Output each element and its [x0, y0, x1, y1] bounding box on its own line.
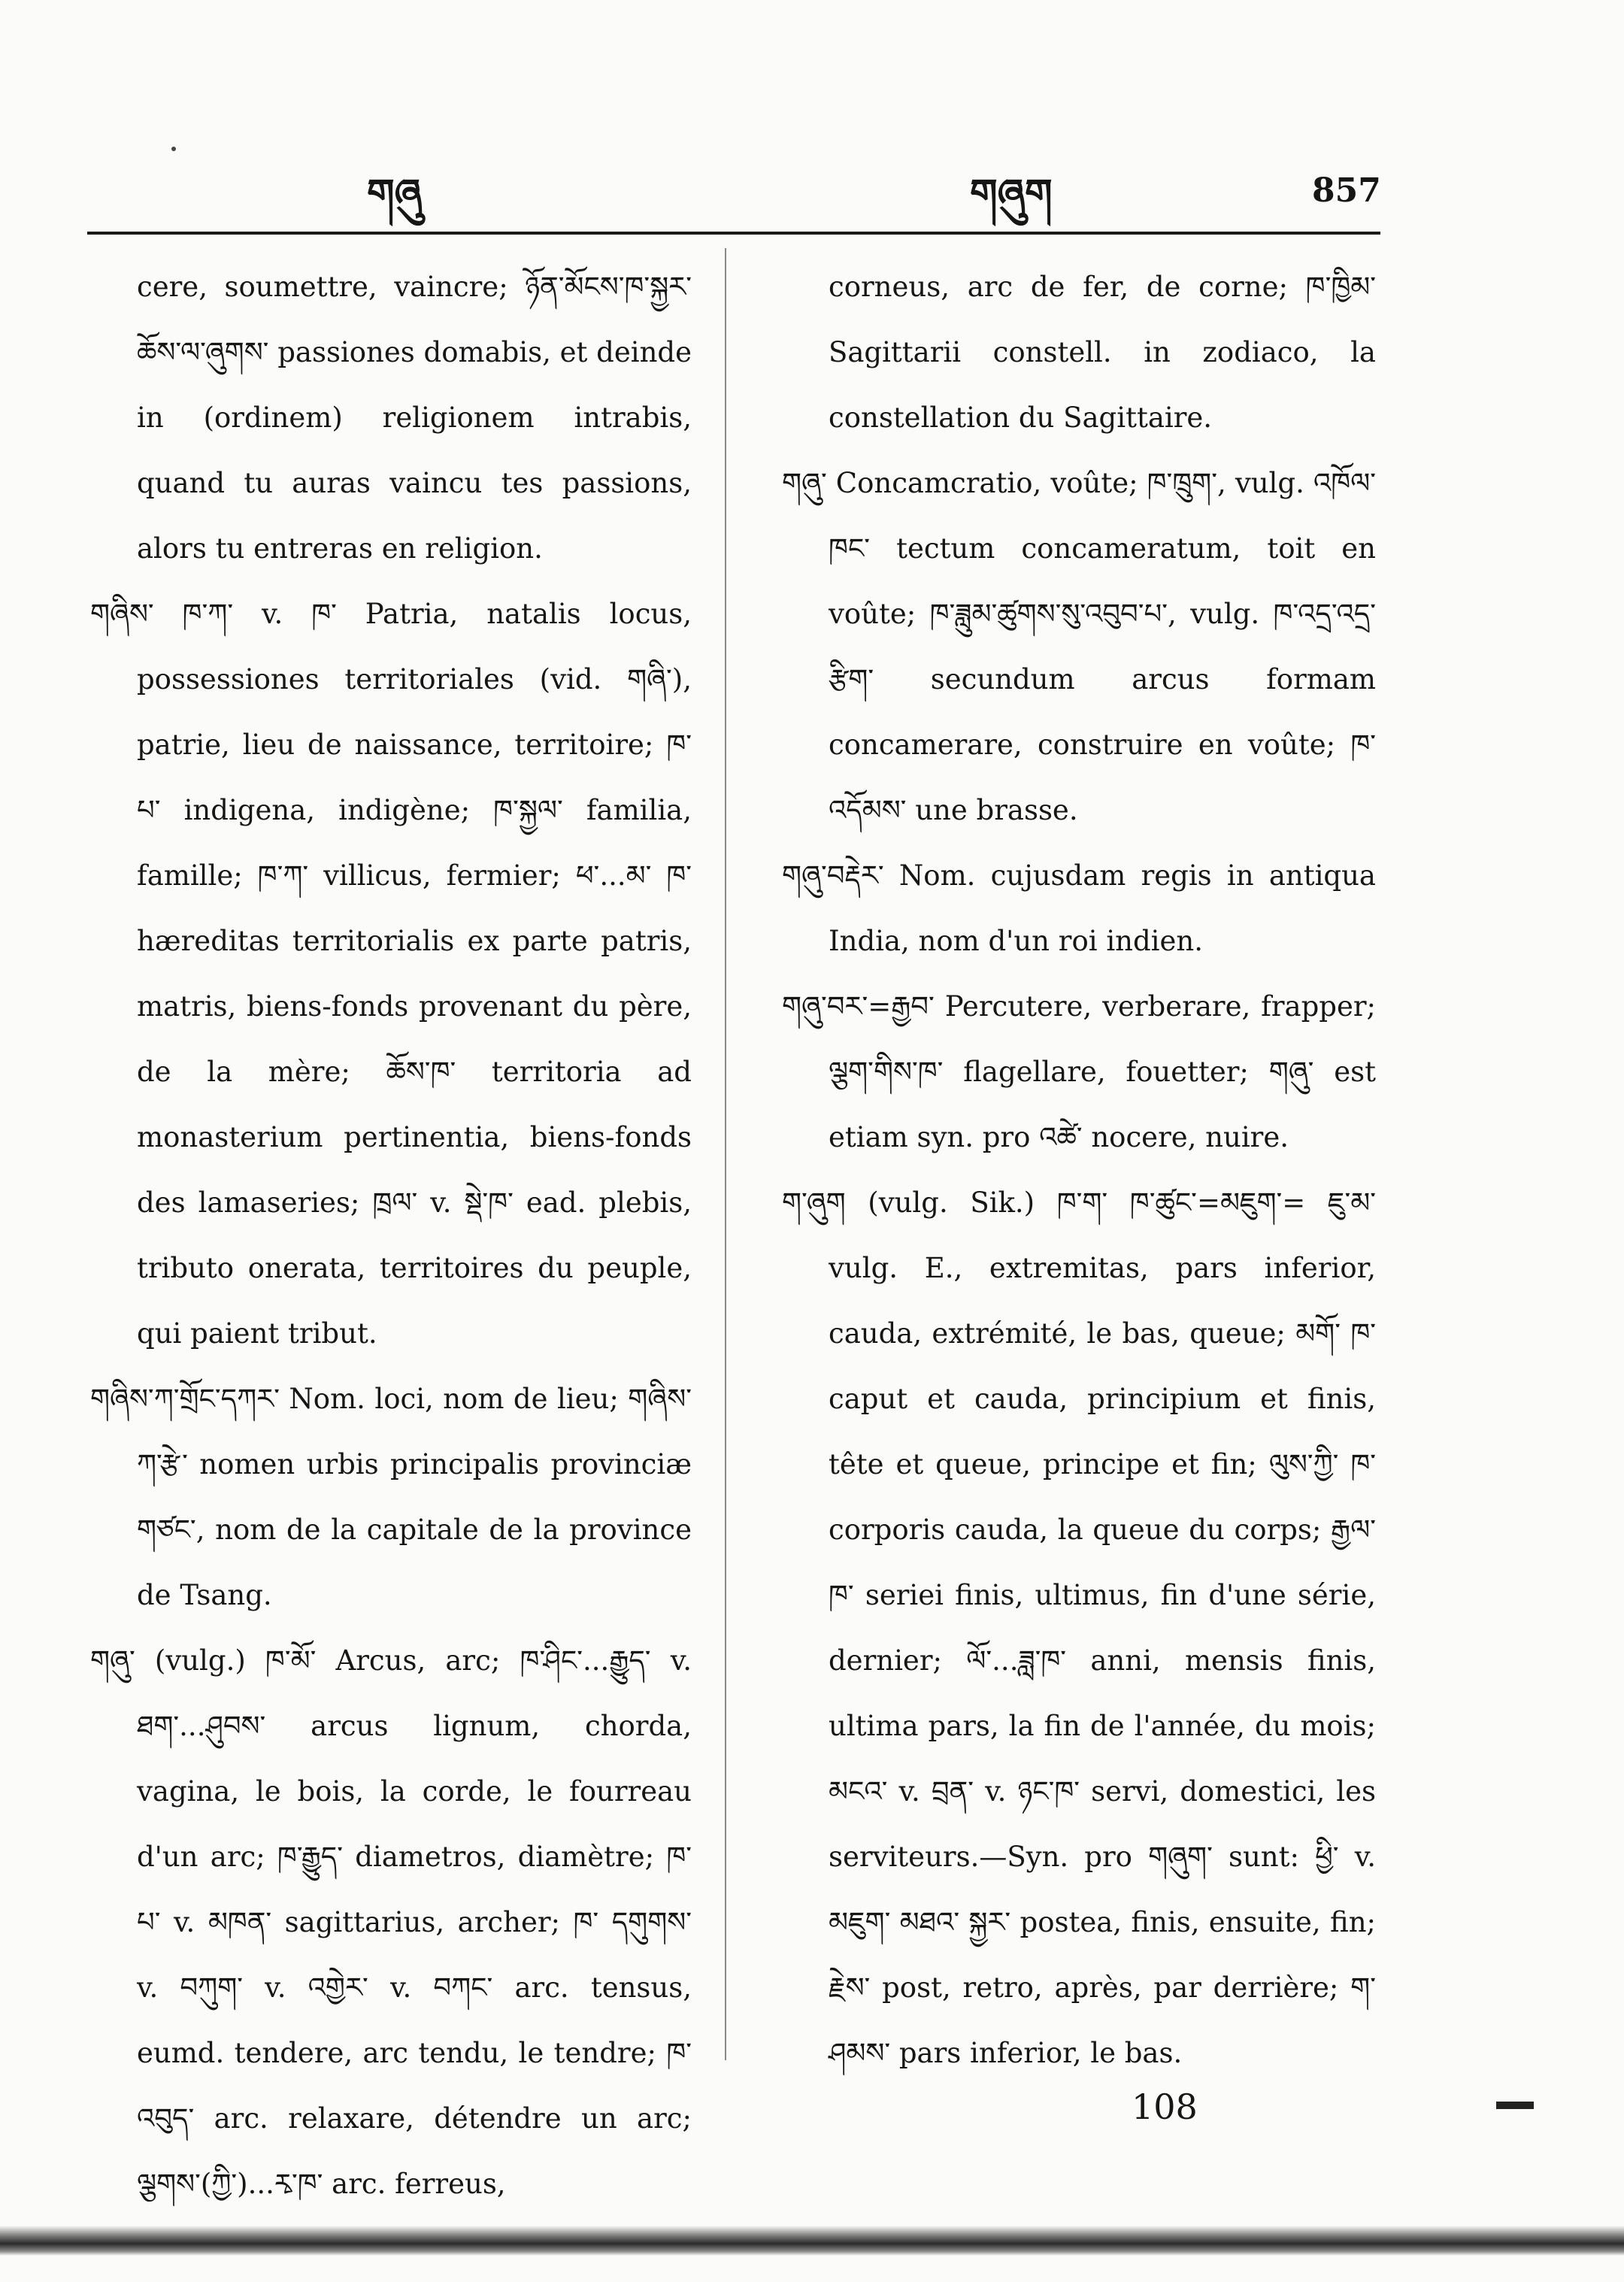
entry-paragraph: གཞུ་བརྡེར་ Nom. cujusdam regis in antiqua India, nom d'un roi indien.	[782, 859, 1376, 957]
right-column	[782, 254, 1376, 2086]
entry-paragraph: གཞིས་ཀ་གྲོང་དཀར་ Nom. loci, nom de lieu; གཞིས་ཀ་རྩེ་ nomen urbis principalis provinciæ གཙང་, nom de la capitale de la province de Tsang.	[90, 1383, 692, 1611]
left-column	[90, 254, 692, 2217]
signature-number: 108	[1132, 2087, 1198, 2127]
column-divider	[725, 248, 726, 2060]
page-number: 857	[1312, 171, 1381, 210]
entry-paragraph: གཞུ་བར་=རྒྱབ་ Percutere, verberare, frapper; ལྕག་གིས་ཁ་ flagellare, fouetter; གཞུ་ est etiam syn. pro འཚེ་ nocere, nuire.	[782, 990, 1376, 1153]
center-running-head: གཞུག	[970, 171, 1053, 217]
entry-paragraph: གཞུ་ Concamcratio, voûte; ཁ་ཁྲུག་, vulg. འཁོལ་ཁང་ tectum concameratum, toit en voûte; ཁ་ཟླུམ་ཚུགས་སུ་འབུབ་པ་, vulg. ཁ་འདྲ་འདྲ་རྩིག་ secundum arcus formam concamerare, construire en voûte; ཁ་འདོམས་ une brasse.	[782, 467, 1376, 826]
entry-paragraph: གཞུ་ (vulg.) ཁ་མོ་ Arcus, arc; ཁ་ཤིང་...རྒྱུད་ v. ཐག་...ཤུབས་ arcus lignum, chorda, vagina, le bois, la corde, le fourreau d'un arc; ཁ་རྒྱུད་ diametros, diamètre; ཁ་པ་ v. མཁན་ sagittarius, archer; ཁ་ དགུགས་ v. བཀུག་ v. འགྱེར་ v. བཀང་ arc. tensus, eumd. tendere, arc tendu, le tendre; ཁ་འབུད་ arc. relaxare, détendre un arc; ལྕགས་(ཀྱི་)...རྭ་ཁ་ arc. ferreus,	[90, 1644, 692, 2200]
stray-dot	[171, 147, 176, 151]
header-rule	[87, 232, 1380, 235]
entry-paragraph: ག་ཞུག (vulg. Sik.) ཁ་ག་ ཁ་ཚུང་=མཇུག་= ཇུ་མ་ vulg. E., extremitas, pars inferior, cauda, extrémité, le bas, queue; མགོ་ ཁ་ caput et cauda, principium et finis, tête et queue, principe et fin; ལུས་ཀྱི་ ཁ་ corporis cauda, la queue du corps; རྒྱལ་ཁ་ seriei finis, ultimus, fin d'une série, dernier; ལོ་...ཟླ་ཁ་ anni, mensis finis, ultima pars, la fin de l'année, du mois; མངའ་ v. བྲན་ v. ཉང་ཁ་ servi, domestici, les serviteurs.—Syn. pro གཞུག་ sunt: ཕྱི་ v. མཇུག་ མཐའ་ སྐྱར་ postea, finis, ensuite, fin; རྗེས་ post, retro, après, par derrière; ག་ཤམས་ pars inferior, le bas.	[782, 1186, 1376, 2069]
scan-edge-band	[0, 2226, 1624, 2256]
entry-paragraph: corneus, arc de fer, de corne; ཁ་ཁྱིམ་ Sagittarii constell. in zodiaco, la constellation du Sagittaire.	[829, 271, 1376, 434]
left-running-head: གཞུ	[367, 171, 423, 217]
entry-paragraph: གཞིས་ ཁ་ཀ་ v. ཁ་ Patria, natalis locus, possessiones territoriales (vid. གཞི་), patrie, lieu de naissance, territoire; ཁ་ པ་ indigena, indigène; ཁ་སྐྱལ་ familia, famille; ཁ་ཀ་ villicus, fermier; ཕ་...མ་ ཁ་ hæreditas territorialis ex parte patris, matris, biens-fonds provenant du père, de la mère; ཆོས་ཁ་ territoria ad monasterium pertinentia, biens-fonds des lamaseries; ཁྲལ་ v. སྡེ་ཁ་ ead. plebis, tributo onerata, territoires du peuple, qui paient tribut.	[90, 598, 692, 1350]
entry-paragraph: cere, soumettre, vaincre; ཉོན་མོངས་ཁ་སྐྱར་ཆོས་ལ་ཞུགས་ passiones domabis, et deinde in (ordinem) religionem intrabis, quand tu auras vaincu tes passions, alors tu entreras en religion.	[137, 271, 692, 565]
corner-mark	[1496, 2102, 1534, 2109]
